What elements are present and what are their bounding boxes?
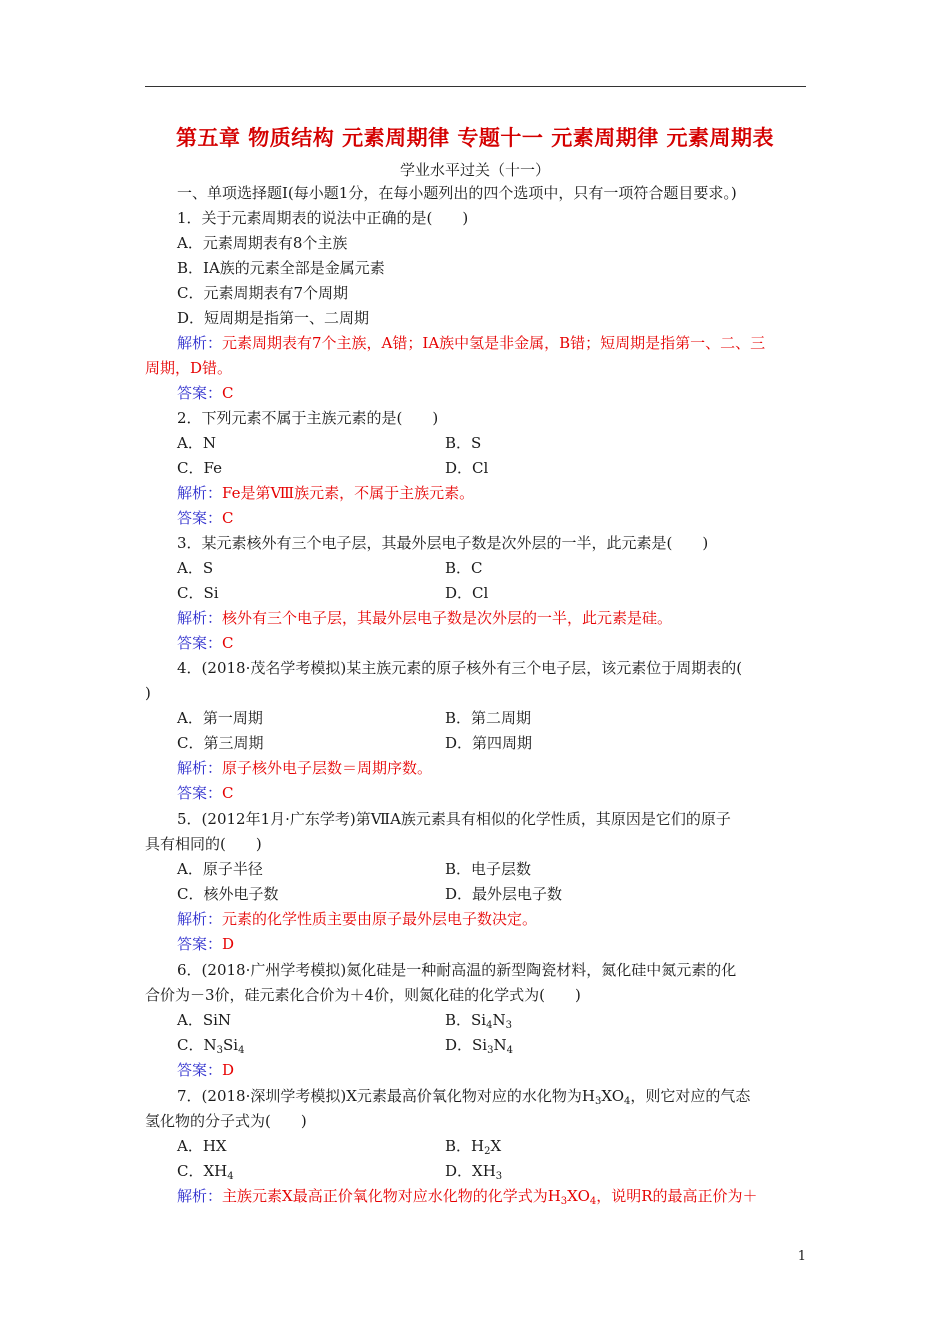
q4-answer bbox=[177, 783, 234, 803]
q1-answer bbox=[177, 383, 234, 403]
q1-option-c: C．元素周期表有7个周期 bbox=[177, 284, 349, 302]
q6-option-c: C．$N_3Si_4$ bbox=[177, 1036, 245, 1056]
answer-label: 答案： bbox=[177, 634, 223, 652]
q2-option-c: C．Fe bbox=[177, 459, 222, 477]
q6-answer bbox=[177, 1060, 234, 1080]
q4-option-d: D．第四周期 bbox=[445, 734, 533, 752]
answer-label: 答案： bbox=[177, 509, 223, 527]
page-number: 1 bbox=[797, 1249, 806, 1264]
analysis-label: 解析： bbox=[177, 759, 223, 777]
analysis-label: 解析： bbox=[177, 1187, 223, 1205]
q2-analysis-text: Fe是第Ⅷ族元素，不属于主族元素。 bbox=[222, 484, 475, 502]
q6-option-d: D．$Si_3N_4$ bbox=[445, 1036, 513, 1056]
q7-analysis bbox=[177, 1186, 758, 1206]
q2-stem: 2．下列元素不属于主族元素的是( ) bbox=[177, 409, 439, 427]
q5-answer bbox=[177, 934, 234, 954]
q6-stem: 6．(2018·广州学考模拟)氮化硅是一种耐高温的新型陶瓷材料，氮化硅中氮元素的化 bbox=[177, 961, 737, 979]
q7-analysis-text: 主族元素X最高正价氧化物对应水化物的化学式为$H_3XO_4$，说明R的最高正价为＋ bbox=[222, 1187, 758, 1207]
q5-answer-value: D bbox=[222, 935, 235, 953]
page-title: 第五章 物质结构 元素周期律 专题十一 元素周期律 元素周期表 bbox=[175, 126, 775, 150]
q2-analysis bbox=[177, 483, 474, 503]
answer-label: 答案： bbox=[177, 1061, 223, 1079]
q3-answer-value: C bbox=[222, 634, 234, 652]
analysis-label: 解析： bbox=[177, 484, 223, 502]
q6-option-b: B．$Si_4N_3$ bbox=[445, 1011, 512, 1031]
q1-answer-value: C bbox=[222, 384, 234, 402]
q4-answer-value: C bbox=[222, 784, 234, 802]
q4-analysis bbox=[177, 758, 432, 778]
analysis-label: 解析： bbox=[177, 609, 223, 627]
q5-stem: 5．(2012年1月·广东学考)第ⅦA族元素具有相似的化学性质，其原因是它们的原子 bbox=[177, 810, 731, 828]
q3-option-a: A．S bbox=[177, 559, 214, 577]
q2-option-b: B．S bbox=[445, 434, 482, 452]
q1-analysis-text: 元素周期表有7个主族，A错；ⅠA族中氢是非金属，B错；短周期是指第一、二、三 bbox=[222, 334, 766, 352]
section-heading: 一、单项选择题Ⅰ(每小题1分，在每小题列出的四个选项中，只有一项符合题目要求。) bbox=[177, 184, 737, 202]
q2-option-d: D．Cl bbox=[445, 459, 489, 477]
q6-stem-cont: 合价为－3价，硅元素化合价为＋4价，则氮化硅的化学式为( ) bbox=[145, 986, 581, 1004]
q1-analysis-cont: 周期，D错。 bbox=[145, 359, 233, 377]
answer-label: 答案： bbox=[177, 384, 223, 402]
page-subtitle: 学业水平过关（十一） bbox=[399, 161, 550, 179]
q2-answer-value: C bbox=[222, 509, 234, 527]
q5-option-c: C．核外电子数 bbox=[177, 885, 279, 903]
q7-option-c: C．$XH_4$ bbox=[177, 1162, 234, 1182]
q4-option-c: C．第三周期 bbox=[177, 734, 264, 752]
q4-option-a: A．第一周期 bbox=[177, 709, 263, 727]
q6-option-a: A．SiN bbox=[177, 1011, 232, 1029]
q5-analysis bbox=[177, 909, 537, 929]
q4-analysis-text: 原子核外电子层数＝周期序数。 bbox=[222, 759, 433, 777]
q1-analysis bbox=[177, 333, 765, 353]
q5-option-d: D．最外层电子数 bbox=[445, 885, 563, 903]
q5-option-a: A．原子半径 bbox=[177, 860, 263, 878]
q3-option-b: B．C bbox=[445, 559, 483, 577]
q3-option-c: C．Si bbox=[177, 584, 219, 602]
q5-stem-cont: 具有相同的( ) bbox=[145, 835, 262, 853]
q7-stem-cont: 氢化物的分子式为( ) bbox=[145, 1112, 307, 1130]
q3-answer bbox=[177, 633, 234, 653]
q7-option-a: A．HX bbox=[177, 1137, 227, 1155]
q4-stem-cont: ) bbox=[145, 684, 151, 702]
q4-stem: 4．(2018·茂名学考模拟)某主族元素的原子核外有三个电子层，该元素位于周期表的( bbox=[177, 659, 743, 677]
q5-analysis-text: 元素的化学性质主要由原子最外层电子数决定。 bbox=[222, 910, 538, 928]
q2-answer bbox=[177, 508, 234, 528]
analysis-label: 解析： bbox=[177, 334, 223, 352]
answer-label: 答案： bbox=[177, 935, 223, 953]
q3-analysis bbox=[177, 608, 672, 628]
analysis-label: 解析： bbox=[177, 910, 223, 928]
q1-option-b: B．ⅠA族的元素全部是金属元素 bbox=[177, 259, 385, 277]
q3-stem: 3．某元素核外有三个电子层，其最外层电子数是次外层的一半，此元素是( ) bbox=[177, 534, 709, 552]
q7-option-b: B．$H_2X$ bbox=[445, 1137, 502, 1157]
q5-option-b: B．电子层数 bbox=[445, 860, 532, 878]
q1-option-a: A．元素周期表有8个主族 bbox=[177, 234, 348, 252]
q3-analysis-text: 核外有三个电子层，其最外层电子数是次外层的一半，此元素是硅。 bbox=[222, 609, 673, 627]
q7-option-d: D．$XH_3$ bbox=[445, 1162, 503, 1182]
q1-stem: 1．关于元素周期表的说法中正确的是( ) bbox=[177, 209, 469, 227]
q4-option-b: B．第二周期 bbox=[445, 709, 532, 727]
q2-option-a: A．N bbox=[177, 434, 216, 452]
q3-option-d: D．Cl bbox=[445, 584, 489, 602]
header-rule bbox=[145, 86, 806, 87]
q7-stem: 7．(2018·深圳学考模拟)X元素最高价氧化物对应的水化物为$H_3XO_4$，则它对应的气态 bbox=[177, 1087, 751, 1107]
answer-label: 答案： bbox=[177, 784, 223, 802]
q6-answer-value: D bbox=[222, 1061, 235, 1079]
q1-option-d: D．短周期是指第一、二周期 bbox=[177, 309, 370, 327]
